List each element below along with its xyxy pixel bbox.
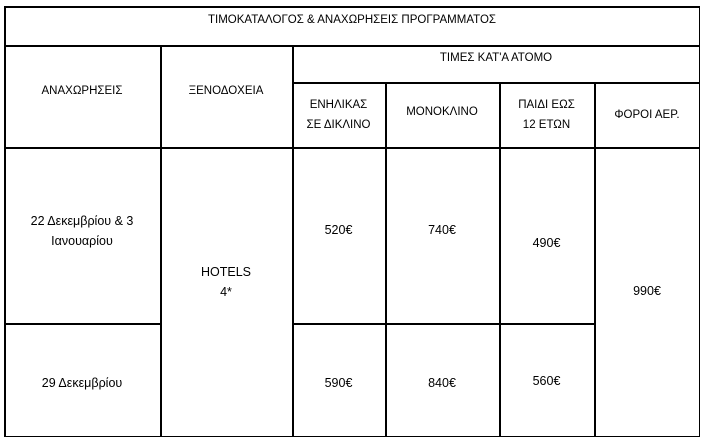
table-title-text: ΤΙΜΟΚΑΤΑΛΟΓΟΣ & ΑΝΑΧΩΡΗΣΕΙΣ ΠΡΟΓΡΑΜΜΑΤΟΣ (207, 14, 497, 26)
header-single: ΜΟΝΟΚΛΙΝΟ (406, 106, 478, 118)
airport-taxes-value: 990€ (633, 284, 661, 298)
row1-child-price: 490€ (532, 235, 561, 250)
hotel-category: HOTELS 4* (200, 265, 251, 299)
border-top (4, 6, 700, 8)
header-child: ΠΑΙΔΙ ΕΩΣ 12 ΕΤΩΝ (518, 99, 575, 131)
row1-single-price: 740€ (428, 222, 456, 237)
header-airport-taxes: ΦΟΡΟΙ ΑΕΡ. (614, 109, 680, 121)
header-hotels: ΞΕΝΟΔΟΧΕΙΑ (188, 84, 264, 97)
row1-adult-double-price: 520€ (324, 222, 353, 237)
header-departures: ΑΝΑΧΩΡΗΣΕΙΣ (41, 84, 123, 97)
row1-departure: 22 Δεκεμβρίου & 3 Ιανουαρίου (30, 213, 134, 248)
row2-single-price: 840€ (428, 376, 456, 390)
table-title (4, 10, 700, 40)
price-table (4, 6, 700, 437)
row2-child-price: 560€ (532, 374, 561, 388)
row2-adult-double-price: 590€ (324, 376, 353, 390)
header-adult-double: ΕΝΗΛΙΚΑΣ ΣΕ ΔΙΚΛΙΝΟ (306, 99, 371, 131)
row2-departure: 29 Δεκεμβρίου (41, 376, 123, 390)
header-prices-per-person: ΤΙΜΕΣ ΚΑΤ'Α ΑΤΟΜΟ (439, 52, 553, 64)
